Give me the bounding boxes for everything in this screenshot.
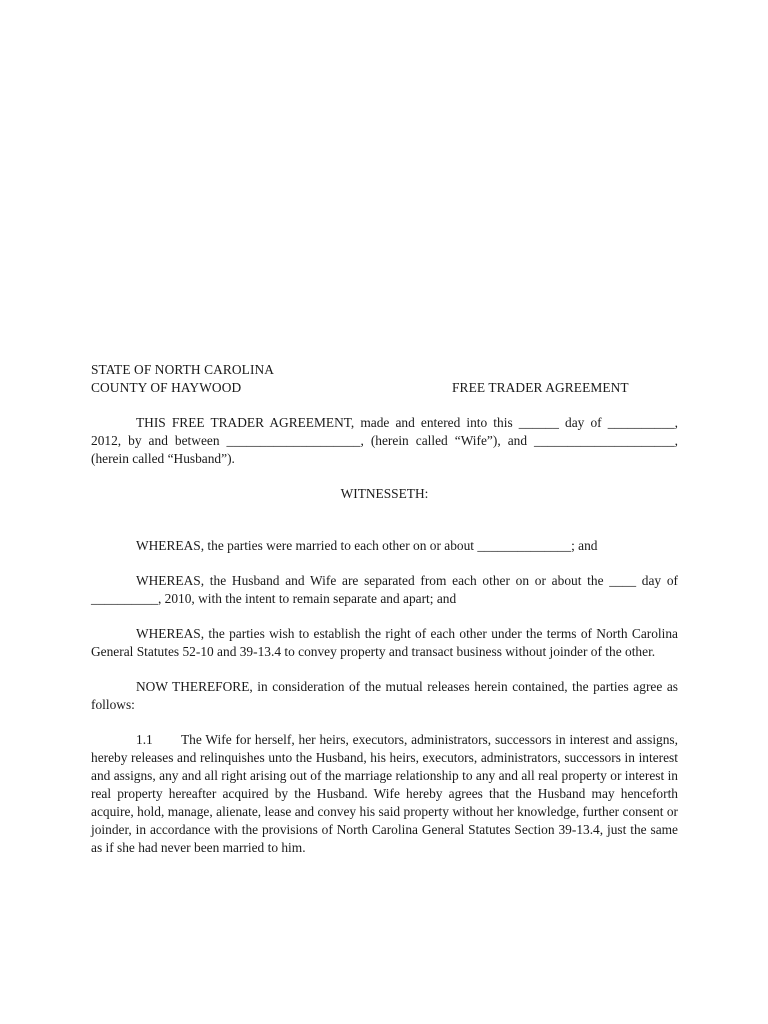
section-1-1-text: The Wife for herself, her heirs, executors, administrators, successors in interest and assigns, hereby releases and relinquishes unto the Husband, his heirs, executors, administrators, successors in interest and assigns, any and all right arising out of the marriage relationship to any and all real property or interest in real property hereafter acquired by the Husband. Wife hereby agrees that the Husband may henceforth acquire, hold, manage, alienate, lease and convey his said property without her knowledge, further consent or joinder, in accordance with the provisions of North Carolina General Statutes Section 39-13.4, just the same as if she had never been married to him. [91, 732, 678, 855]
witnesseth-heading: WITNESSETH: [340, 486, 429, 501]
agreement-body [91, 361, 678, 857]
section-1-1-paragraph [91, 731, 678, 857]
document-title: FREE TRADER AGREEMENT [452, 380, 629, 395]
now-therefore-paragraph: NOW THEREFORE, in consideration of the mutual releases herein contained, the parties agree as follows: [91, 679, 678, 712]
county-heading: COUNTY OF HAYWOOD [91, 380, 242, 395]
caption-county-line [91, 379, 678, 397]
whereas-paragraph-2: WHEREAS, the Husband and Wife are separated from each other on or about the ____ day of __________, 2010, with the intent to remain separate and apart; and [91, 573, 678, 606]
whereas-paragraph-1: WHEREAS, the parties were married to each other on or about ______________; and [136, 538, 598, 553]
intro-paragraph: THIS FREE TRADER AGREEMENT, made and entered into this ______ day of __________, 2012, by and between ____________________, (herein called “Wife”), and _____________________, (herein called “Husband”). [91, 415, 678, 466]
state-heading: STATE OF NORTH CAROLINA [91, 362, 275, 377]
caption-state-line [91, 361, 678, 379]
whereas-paragraph-3: WHEREAS, the parties wish to establish the right of each other under the terms of North Carolina General Statutes 52-10 and 39-13.4 to convey property and transact business without joinder of the other. [91, 626, 678, 659]
section-number: 1.1 [136, 732, 153, 747]
